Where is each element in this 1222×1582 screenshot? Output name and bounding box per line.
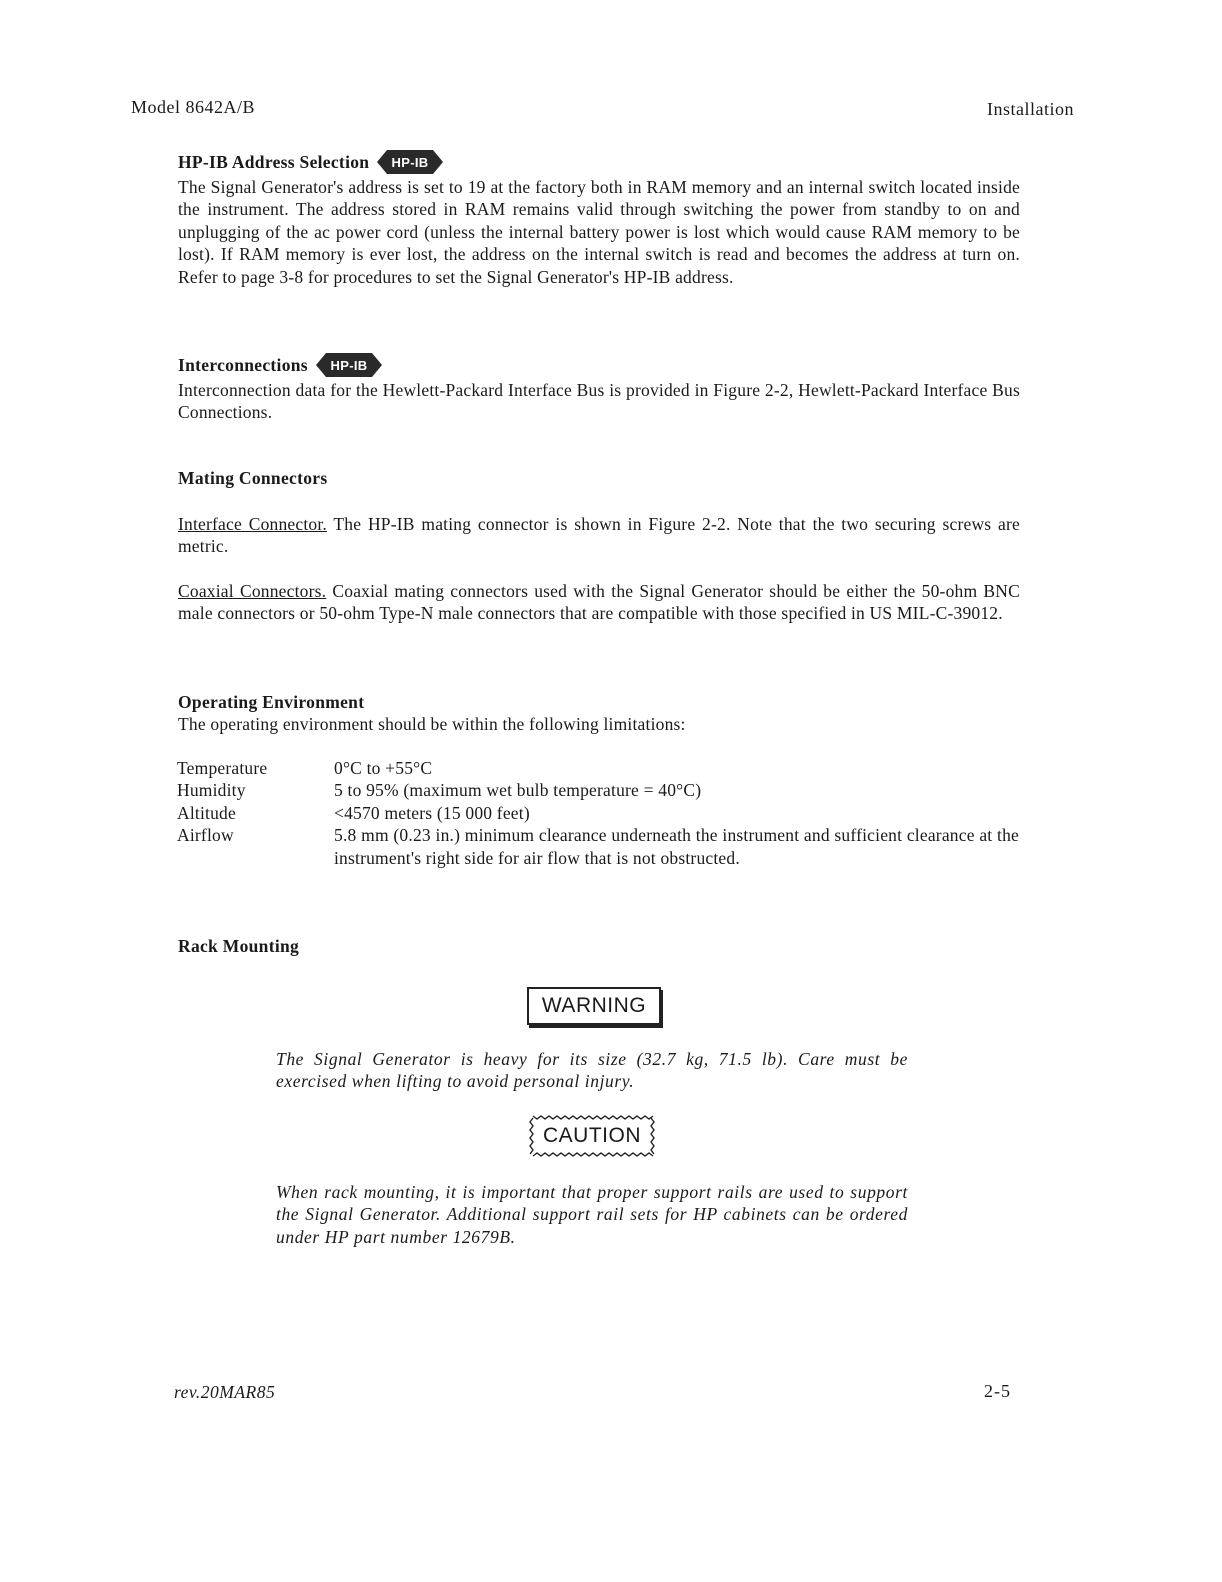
interconnections-title: Interconnections bbox=[178, 354, 308, 375]
coaxial-connectors-label: Coaxial Connectors. bbox=[178, 581, 327, 601]
section-header: Installation bbox=[987, 99, 1074, 119]
interface-connector-paragraph bbox=[178, 513, 1020, 558]
interface-connector-body: The HP-IB mating connector is shown in Figure 2-2. Note that the two securing screws are metric. bbox=[178, 514, 1020, 557]
environment-label: Altitude bbox=[177, 802, 236, 823]
caution-label: CAUTION bbox=[543, 1124, 641, 1147]
environment-value: 5 to 95% (maximum wet bulb temperature = 40°C) bbox=[334, 780, 702, 801]
caution-box bbox=[527, 1112, 657, 1160]
address-selection-title: HP-IB Address Selection bbox=[178, 151, 370, 172]
mating-connectors-section bbox=[178, 468, 1020, 489]
interface-connector-label: Interface Connector. bbox=[178, 514, 327, 534]
revision-footer: rev.20MAR85 bbox=[174, 1382, 276, 1402]
environment-label: Airflow bbox=[177, 825, 234, 846]
coaxial-connectors-paragraph bbox=[178, 580, 1020, 625]
environment-table bbox=[177, 757, 1019, 869]
operating-environment-heading: Operating Environment bbox=[178, 692, 365, 712]
environment-row-temperature bbox=[177, 757, 1019, 779]
address-selection-body: The Signal Generator's address is set to 19 at the factory both in RAM memory and an internal switch located inside the instrument. The address stored in RAM remains valid through switching the power from standby to on and unplugging of the ac power cord (unless the internal battery power is lost which would cause RAM memory to be lost). If RAM memory is ever lost, the address on the internal switch is read and becomes the address at turn on. Refer to page 3-8 for procedures to set the Signal Generator's HP-IB address. bbox=[178, 177, 1020, 287]
rack-mounting-section bbox=[178, 936, 1020, 957]
environment-value: 0°C to +55°C bbox=[334, 758, 433, 778]
warning-box bbox=[527, 987, 661, 1025]
hpib-badge-icon bbox=[316, 351, 384, 379]
operating-environment-section bbox=[178, 692, 1020, 735]
interconnections-body: Interconnection data for the Hewlett-Packard Interface Bus is provided in Figure 2-2, Hewlett-Packard Interface Bus Connections. bbox=[178, 380, 1020, 423]
coaxial-connectors-body: Coaxial mating connectors used with the Signal Generator should be either the 50-ohm BNC male connectors or 50-ohm Type-N male connectors that are compatible with those specified in US MIL-C-39012. bbox=[178, 581, 1020, 624]
environment-value: 5.8 mm (0.23 in.) minimum clearance underneath the instrument and sufficient clearance at the instrument's right side for air flow that is not obstructed. bbox=[334, 825, 1019, 868]
interconnections-section bbox=[178, 351, 1020, 424]
page-number: 2-5 bbox=[984, 1381, 1011, 1401]
address-selection-heading bbox=[178, 148, 1020, 176]
environment-label: Temperature bbox=[177, 758, 268, 778]
environment-label: Humidity bbox=[177, 780, 246, 801]
model-header: Model 8642A/B bbox=[131, 97, 256, 117]
mating-connectors-heading: Mating Connectors bbox=[178, 468, 328, 488]
hpib-badge-text: HP-IB bbox=[330, 358, 368, 373]
operating-environment-intro: The operating environment should be within the following limitations: bbox=[178, 714, 686, 734]
environment-row-humidity bbox=[177, 779, 1019, 801]
address-selection-section bbox=[178, 148, 1020, 288]
interconnections-heading bbox=[178, 351, 1020, 379]
environment-value: <4570 meters (15 000 feet) bbox=[334, 802, 530, 823]
warning-label: WARNING bbox=[541, 994, 647, 1017]
hpib-badge-text: HP-IB bbox=[391, 155, 429, 170]
warning-text: The Signal Generator is heavy for its size (32.7 kg, 71.5 lb). Care must be exercised when lifting to avoid personal injury. bbox=[276, 1049, 908, 1092]
environment-row-altitude bbox=[177, 802, 1019, 824]
rack-mounting-heading: Rack Mounting bbox=[178, 936, 300, 956]
caution-text: When rack mounting, it is important that proper support rails are used to support the Signal Generator. Additional support rail sets for HP cabinets can be ordered under HP part number 12679B. bbox=[276, 1182, 908, 1247]
hpib-badge-icon bbox=[377, 148, 445, 176]
environment-row-airflow bbox=[177, 824, 1019, 869]
